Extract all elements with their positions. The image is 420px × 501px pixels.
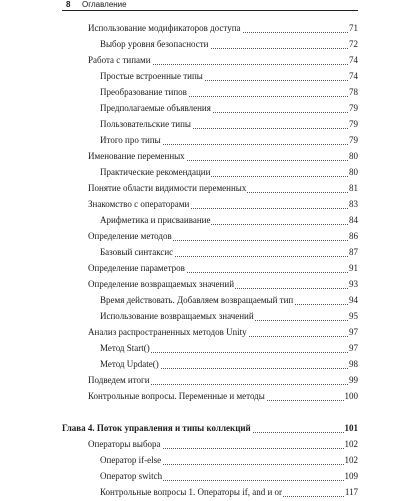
- toc-entry: [100, 469, 358, 485]
- toc-entry-page: 97: [348, 341, 358, 356]
- toc-entry-title: Контрольные вопросы. Переменные и методы: [88, 389, 266, 404]
- toc-entry-title: Предполагаемые объявления: [100, 101, 212, 116]
- toc-entry-title: Подведем итоги: [88, 373, 151, 388]
- toc-entry: [88, 197, 358, 213]
- toc-entry: [62, 421, 358, 437]
- toc-entry-title: Оператор switch: [100, 469, 163, 484]
- toc-entry: [100, 341, 358, 357]
- toc-entry: [88, 437, 358, 453]
- running-title: Оглавление: [82, 0, 127, 9]
- toc-entry-title: Арифметика и присваивание: [100, 213, 211, 228]
- toc-entry-title: Итого про типы: [100, 133, 162, 148]
- toc-entry-page: 83: [348, 197, 358, 212]
- header-rule: [62, 10, 358, 11]
- toc-entry: [100, 293, 358, 309]
- toc-entry-page: 101: [344, 421, 359, 436]
- toc-entry-title: Простые встроенные типы: [100, 69, 204, 84]
- toc-entry: [100, 485, 358, 501]
- toc-entry-title: Именование переменных: [88, 149, 186, 164]
- toc-entry: [100, 85, 358, 101]
- toc-entry-page: 87: [348, 245, 358, 260]
- toc-entry: [100, 213, 358, 229]
- toc-entry-title: Базовый синтаксис: [100, 245, 174, 260]
- toc-entry-page: 80: [348, 149, 358, 164]
- toc-entry-page: 102: [344, 453, 359, 468]
- toc-entry-page: 79: [348, 133, 358, 148]
- toc-entry-title: Метод Start(): [100, 341, 151, 356]
- toc-entry-title: Глава 4. Поток управления и типы коллекций: [62, 421, 252, 436]
- toc-entry-page: 102: [344, 437, 359, 452]
- toc-entry-page: 94: [348, 293, 358, 308]
- toc-entry: [88, 389, 358, 405]
- toc-entry-title: Определение возвращаемых значений: [88, 277, 235, 292]
- toc-entry-title: Выбор уровня безопасности: [100, 37, 210, 52]
- toc-entry-title: Использование возвращаемых значений: [100, 309, 255, 324]
- toc-entry: [100, 69, 358, 85]
- toc-entry: [88, 277, 358, 293]
- page-number: 8: [66, 0, 71, 9]
- toc-entry-page: 79: [348, 117, 358, 132]
- page-header: [0, 0, 420, 10]
- toc-entry-title: Оператор if-else: [100, 453, 162, 468]
- toc-entry-page: 81: [348, 181, 358, 196]
- toc-entry: [100, 37, 358, 53]
- toc-entry-title: Контрольные вопросы 1. Операторы if, and и or: [100, 485, 283, 500]
- toc-entry-title: Использование модификаторов доступа: [88, 21, 242, 36]
- toc-entry: [100, 309, 358, 325]
- toc-entry: [88, 373, 358, 389]
- toc-entry-page: 99: [348, 373, 358, 388]
- toc-entry-page: 71: [348, 21, 358, 36]
- toc-entry: [100, 357, 358, 373]
- toc-entry: [88, 21, 358, 37]
- toc-entry: [100, 245, 358, 261]
- toc-entry-page: 93: [348, 277, 358, 292]
- toc-entry-page: 86: [348, 229, 358, 244]
- toc-entry: [100, 165, 358, 181]
- toc-entry-title: Практические рекомендации: [100, 165, 211, 180]
- toc-entry: [88, 53, 358, 69]
- toc-entry-page: 117: [344, 485, 358, 500]
- toc-entry-title: Определение параметров: [88, 261, 186, 276]
- toc-entry-title: Работа с типами: [88, 53, 152, 68]
- toc-entry-title: Анализ распространенных методов Unity: [88, 325, 248, 340]
- toc-entry-page: 74: [348, 53, 358, 68]
- toc-entry-title: Преобразование типов: [100, 85, 188, 100]
- toc-entry-page: 80: [348, 165, 358, 180]
- toc-entry-page: 91: [348, 261, 358, 276]
- toc-entry: [100, 453, 358, 469]
- toc-entry-page: 100: [344, 389, 359, 404]
- toc-entry-title: Знакомство с операторами: [88, 197, 190, 212]
- toc-entry: [88, 229, 358, 245]
- toc-entry: [88, 325, 358, 341]
- toc-entry-title: Определение методов: [88, 229, 173, 244]
- toc-entry-page: 109: [344, 469, 359, 484]
- toc-entry-title: Время действовать. Добавляем возвращаемый тип: [100, 293, 294, 308]
- toc-entry-page: 79: [348, 101, 358, 116]
- toc-entry: [100, 133, 358, 149]
- toc-entry: [88, 149, 358, 165]
- toc-entry: [100, 117, 358, 133]
- toc-entry-page: 78: [348, 85, 358, 100]
- toc-entry-title: Пользовательские типы: [100, 117, 192, 132]
- toc-entry-page: 95: [348, 309, 358, 324]
- toc-entry: [88, 181, 358, 197]
- toc-entry-page: 97: [348, 325, 358, 340]
- toc-entry-page: 74: [348, 69, 358, 84]
- toc-entry: [100, 101, 358, 117]
- toc-entry-page: 84: [348, 213, 358, 228]
- toc-entry-page: 72: [348, 37, 358, 52]
- toc-entry: [88, 261, 358, 277]
- toc-entry-title: Метод Update(): [100, 357, 160, 372]
- toc-entry-page: 98: [348, 357, 358, 372]
- toc-entry-title: Операторы выбора: [88, 437, 162, 452]
- toc-entry-title: Понятие области видимости переменных: [88, 181, 247, 196]
